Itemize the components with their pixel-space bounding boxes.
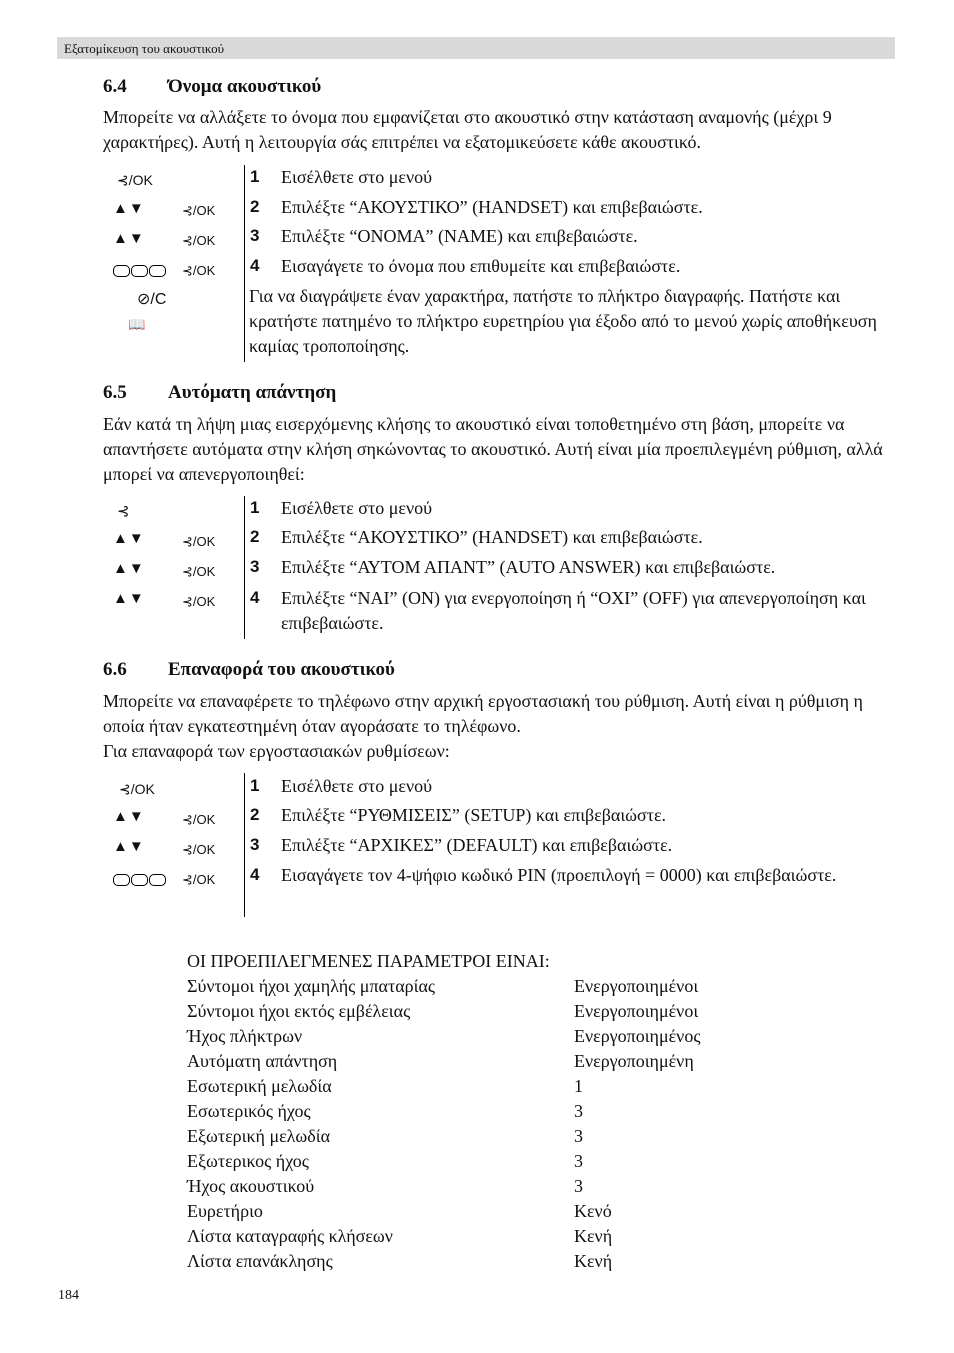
up-down-arrows-icon: ▲▼ [113,200,145,217]
menu-ok-key-icon: ⊰/OK [182,564,216,579]
defaults-key: Εσωτερική μελωδία [187,1076,332,1096]
menu-ok-key-icon: ⊰/OK [182,594,216,609]
running-header-title: Εξατομίκευση του ακουστικού [64,41,225,56]
defaults-key: Σύντομοι ήχοι εκτός εμβέλειας [187,1001,411,1021]
up-down-arrows-icon: ▲▼ [113,808,145,825]
step-number: 4 [250,865,260,884]
up-down-arrows-icon: ▲▼ [113,590,145,607]
up-down-arrows-icon: ▲▼ [113,838,145,855]
section-heading-6-6 [103,659,395,681]
menu-key-icon: ⊰ [117,503,130,520]
step-number: 1 [250,776,260,795]
page-number: 184 [58,1288,79,1303]
steps-divider [244,496,245,639]
step-text: Εισαγάγετε τον 4-ψήφιο κωδικό PIN (προεπιλογή = 0000) και επιβεβαιώστε. [281,865,837,885]
step-text: Εισέλθετε στο μενού [281,776,432,796]
defaults-key: Εξωτερικος ήχος [187,1151,309,1171]
step-text: Εισαγάγετε το όνομα που επιθυμείτε και επιβεβαιώστε. [281,256,681,276]
keypad-icon [113,262,166,278]
delete-key-icon: ⊘/C [137,291,167,308]
section-heading-6-4 [103,76,321,98]
step-number: 3 [250,557,260,576]
section-intro-2: Για επαναφορά των εργοστασιακών ρυθμίσεων: [103,741,450,761]
step-number: 2 [250,527,260,546]
up-down-arrows-icon: ▲▼ [113,230,145,247]
section-intro: Μπορείτε να επαναφέρετε το τηλέφωνο στην αρχική εργοστασιακή του ρύθμιση. Αυτή είναι η ρύθμιση η οποία ήταν εγκατεστημένη όταν αγοράσατε το τηλέφωνο. [103,691,863,736]
step-number: 1 [250,167,260,186]
up-down-arrows-icon: ▲▼ [113,530,145,547]
defaults-value: Κενή [574,1251,613,1271]
keypad-icon [113,871,166,887]
defaults-title: ΟΙ ΠΡΟΕΠΙΛΕΓΜΕΝΕΣ ΠΑΡΑΜΕΤΡΟΙ ΕΙΝΑΙ: [187,951,550,971]
section-intro: Εάν κατά τη λήψη μιας εισερχόμενης κλήσης το ακουστικό είναι τοποθετημένο στη βάση, μπορείτε να απαντήσετε αυτόματα στην κλήση σηκώνοντας το ακουστικό. Αυτή είναι μία προεπιλεγμένη ρύθμιση, αλλά μπορεί να απενεργοποιηθεί: [103,414,883,484]
step-number: 1 [250,498,260,517]
steps-divider [244,773,245,917]
defaults-value: Κενή [574,1226,613,1246]
step-text: Επιλέξτε “ΑΥΤΟΜ ΑΠΑΝΤ” (AUTO ANSWER) και επιβεβαιώστε. [281,557,776,577]
step-number: 2 [250,197,260,216]
menu-ok-key-icon: ⊰/OK [119,781,155,797]
defaults-value: 1 [574,1076,583,1096]
step-text: Εισέλθετε στο μενού [281,167,432,187]
step-text: Εισέλθετε στο μενού [281,498,432,518]
defaults-key: Εσωτερικός ήχος [187,1101,311,1121]
step-number: 4 [250,256,260,275]
section-note: Για να διαγράψετε έναν χαρακτήρα, πατήστε το πλήκτρο διαγραφής. Πατήστε και κρατήστε πατημένο το πλήκτρο ευρετηρίου για έξοδο από το μενού χωρίς αποθήκευση καμίας τροποποίησης. [249,286,877,356]
defaults-key: Λίστα καταγραφής κλήσεων [187,1226,393,1246]
defaults-key: Ευρετήριο [187,1201,263,1221]
defaults-value: 3 [574,1176,583,1196]
defaults-value: 3 [574,1151,583,1171]
up-down-arrows-icon: ▲▼ [113,560,145,577]
menu-ok-key-icon: ⊰/OK [182,534,216,549]
step-text: Επιλέξτε “ΑΚΟΥΣΤΙΚΟ” (HANDSET) και επιβεβαιώστε. [281,527,703,547]
step-text: Επιλέξτε “ΡΥΘΜΙΣΕΙΣ” (SETUP) και επιβεβαιώστε. [281,805,667,825]
menu-ok-key-icon: ⊰/OK [117,172,153,188]
section-title: Αυτόματη απάντηση [168,382,337,403]
defaults-value: 3 [574,1126,583,1146]
defaults-key: Εξωτερική μελωδία [187,1126,331,1146]
step-text: Επιλέξτε “ΑΡΧΙΚΕΣ” (DEFAULT) και επιβεβαιώστε. [281,835,673,855]
steps-divider [244,165,245,362]
section-number: 6.6 [103,659,127,680]
section-title: Επαναφορά του ακουστικού [168,659,395,680]
step-text: Επιλέξτε “ΑΚΟΥΣΤΙΚΟ” (HANDSET) και επιβεβαιώστε. [281,197,703,217]
section-intro: Μπορείτε να αλλάξετε το όνομα που εμφανίζεται στο ακουστικό στην κατάσταση αναμονής (μέχρι 9 χαρακτήρες). Αυτή η λειτουργία σάς επιτρέπει να εξατομικεύσετε κάθε ακουστικό. [103,107,832,152]
defaults-key: Ήχος ακουστικού [187,1176,315,1196]
menu-ok-key-icon: ⊰/OK [182,203,216,218]
phonebook-key-icon: 📖 [128,316,146,332]
section-number: 6.5 [103,382,127,403]
defaults-value: Ενεργοποιημένη [574,1051,694,1071]
step-number: 3 [250,226,260,245]
menu-ok-key-icon: ⊰/OK [182,872,216,887]
step-number: 3 [250,835,260,854]
defaults-value: Ενεργοποιημένος [574,1026,701,1046]
defaults-key: Σύντομοι ήχοι χαμηλής μπαταρίας [187,976,436,996]
defaults-value: Ενεργοποιημένοι [574,1001,699,1021]
menu-ok-key-icon: ⊰/OK [182,263,216,278]
step-number: 2 [250,805,260,824]
defaults-key: Ήχος πλήκτρων [187,1026,303,1046]
step-text: Επιλέξτε “ΝΑΙ” (ON) για ενεργοποίηση ή “ΟΧΙ” (OFF) για απενεργοποίηση και επιβεβαιώστε. [281,588,866,633]
defaults-key: Λίστα επανάκλησης [187,1251,333,1271]
defaults-value: Ενεργοποιημένοι [574,976,699,996]
defaults-value: 3 [574,1101,583,1121]
section-title: Όνομα ακουστικού [168,76,322,97]
step-number: 4 [250,588,260,607]
menu-ok-key-icon: ⊰/OK [182,842,216,857]
defaults-value: Κενό [574,1201,612,1221]
defaults-key: Αυτόματη απάντηση [187,1051,338,1071]
menu-ok-key-icon: ⊰/OK [182,812,216,827]
section-number: 6.4 [103,76,127,97]
menu-ok-key-icon: ⊰/OK [182,233,216,248]
section-heading-6-5 [103,382,336,404]
step-text: Επιλέξτε “ΟΝΟΜΑ” (NAME) και επιβεβαιώστε. [281,226,638,246]
